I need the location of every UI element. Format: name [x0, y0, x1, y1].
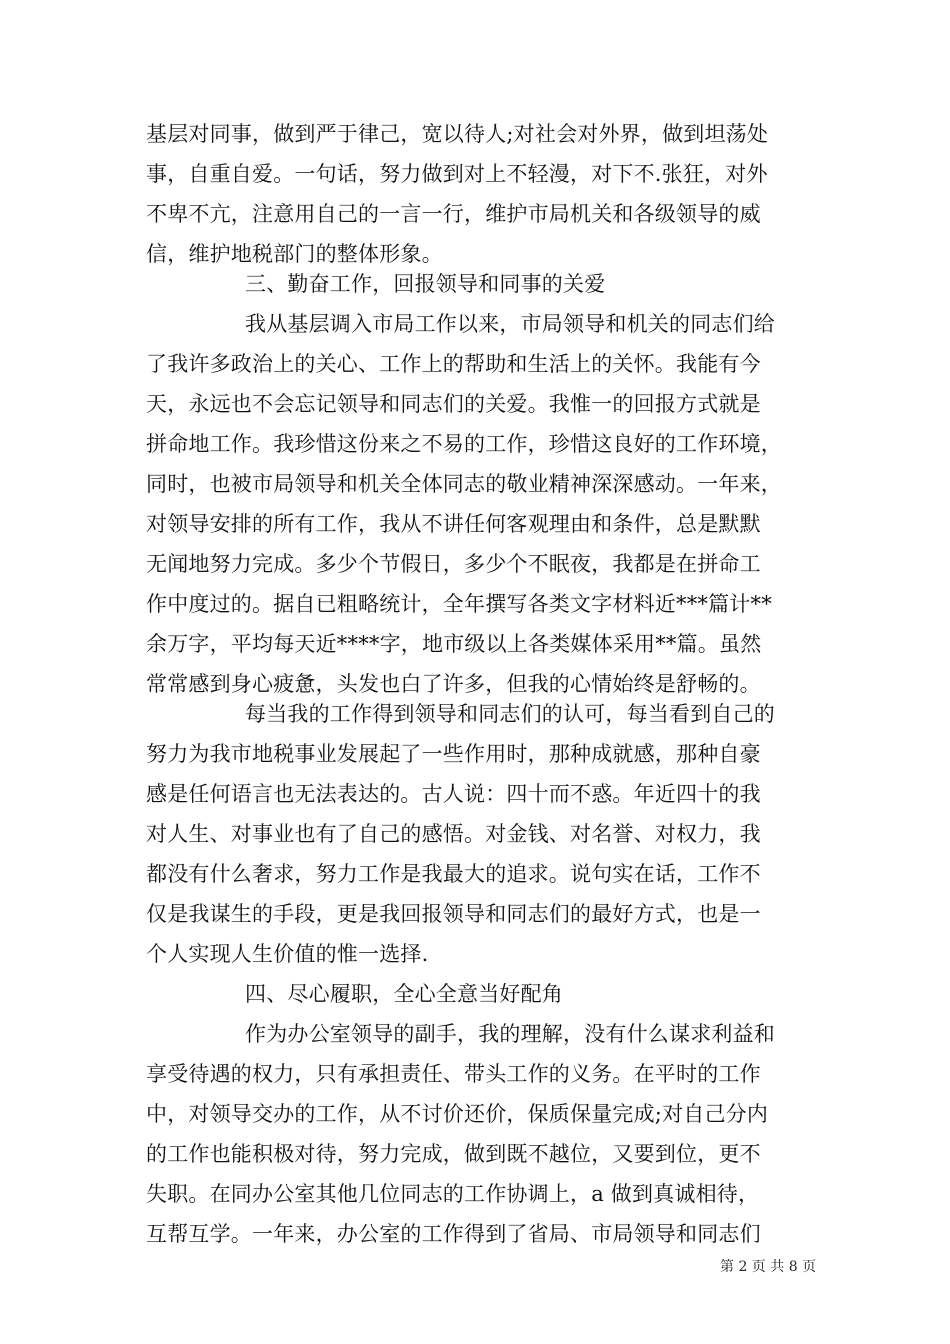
text-line: 基层对同事，做到严于律己，宽以待人;对社会对外界，做到坦荡处 — [146, 122, 769, 146]
text-line: 仅是我谋生的手段，更是我回报领导和同志们的最好方式，也是一 — [146, 902, 761, 926]
text-line: 事，自重自爱。一句话，努力做到对上不轻漫，对下不.张狂，对外 — [146, 162, 768, 186]
text-line: 了我许多政治上的关心、工作上的帮助和生活上的关怀。我能有今 — [146, 352, 761, 376]
text-line: 的工作也能积极对待，努力完成，做到既不越位，又要到位，更不 — [146, 1142, 761, 1166]
text-line: 不卑不亢，注意用自己的一言一行，维护市局机关和各级领导的威 — [146, 202, 761, 226]
text-line: 对领导安排的所有工作，我从不讲任何客观理由和条件，总是默默 — [146, 512, 761, 536]
text-line: 同时，也被市局领导和机关全体同志的敬业精神深深感动。一年来， — [146, 472, 782, 496]
text-line: 无闻地努力完成。多少个节假日，多少个不眠夜，我都是在拼命工 — [146, 552, 761, 576]
text-line: 对人生、对事业也有了自己的感悟。对金钱、对名誉、对权力，我 — [146, 822, 761, 846]
text-line: 余万字，平均每天近****字，地市级以上各类媒体采用**篇。虽然 — [146, 632, 762, 656]
text-line: 拼命地工作。我珍惜这份来之不易的工作，珍惜这良好的工作环境， — [146, 432, 782, 456]
section-heading-4: 四、尽心履职，全心全意当好配角 — [245, 982, 563, 1006]
text-line: 互帮互学。一年来，办公室的工作得到了省局、市局领导和同志们 — [146, 1222, 761, 1246]
text-line: 天，永远也不会忘记领导和同志们的关爱。我惟一的回报方式就是 — [146, 392, 761, 416]
text-line: 作为办公室领导的副手，我的理解，没有什么谋求利益和 — [245, 1022, 775, 1046]
text-line: 信，维护地税部门的整体形象。 — [146, 242, 443, 266]
text-line: 感是任何语言也无法表达的。古人说：四十而不惑。年近四十的我 — [146, 782, 761, 806]
text-line: 我从基层调入市局工作以来，市局领导和机关的同志们给 — [245, 312, 775, 336]
text-line: 享受待遇的权力，只有承担责任、带头工作的义务。在平时的工作 — [146, 1062, 761, 1086]
text-line: 作中度过的。据自已粗略统计，全年撰写各类文字材料近***篇计** — [146, 592, 772, 616]
text-line: 都没有什么奢求，努力工作是我最大的追求。说句实在话，工作不 — [146, 862, 761, 886]
text-line: 每当我的工作得到领导和同志们的认可，每当看到自己的 — [245, 702, 775, 726]
text-line: 努力为我市地税事业发展起了一些作用时，那种成就感，那种自豪 — [146, 742, 761, 766]
page-footer: 第 2 页 共 8 页 — [720, 1259, 817, 1275]
section-heading-3: 三、勤奋工作，回报领导和同事的关爱 — [245, 272, 606, 296]
text-line: 中，对领导交办的工作，从不讨价还价，保质保量完成;对自己分内 — [146, 1102, 769, 1126]
text-line: 常常感到身心疲惫，头发也白了许多，但我的心情始终是舒畅的。 — [146, 672, 761, 696]
text-line: 失职。在同办公室其他几位同志的工作协调上，a 做到真诚相待， — [146, 1182, 760, 1206]
text-line: 个人实现人生价值的惟一选择. — [146, 942, 429, 966]
